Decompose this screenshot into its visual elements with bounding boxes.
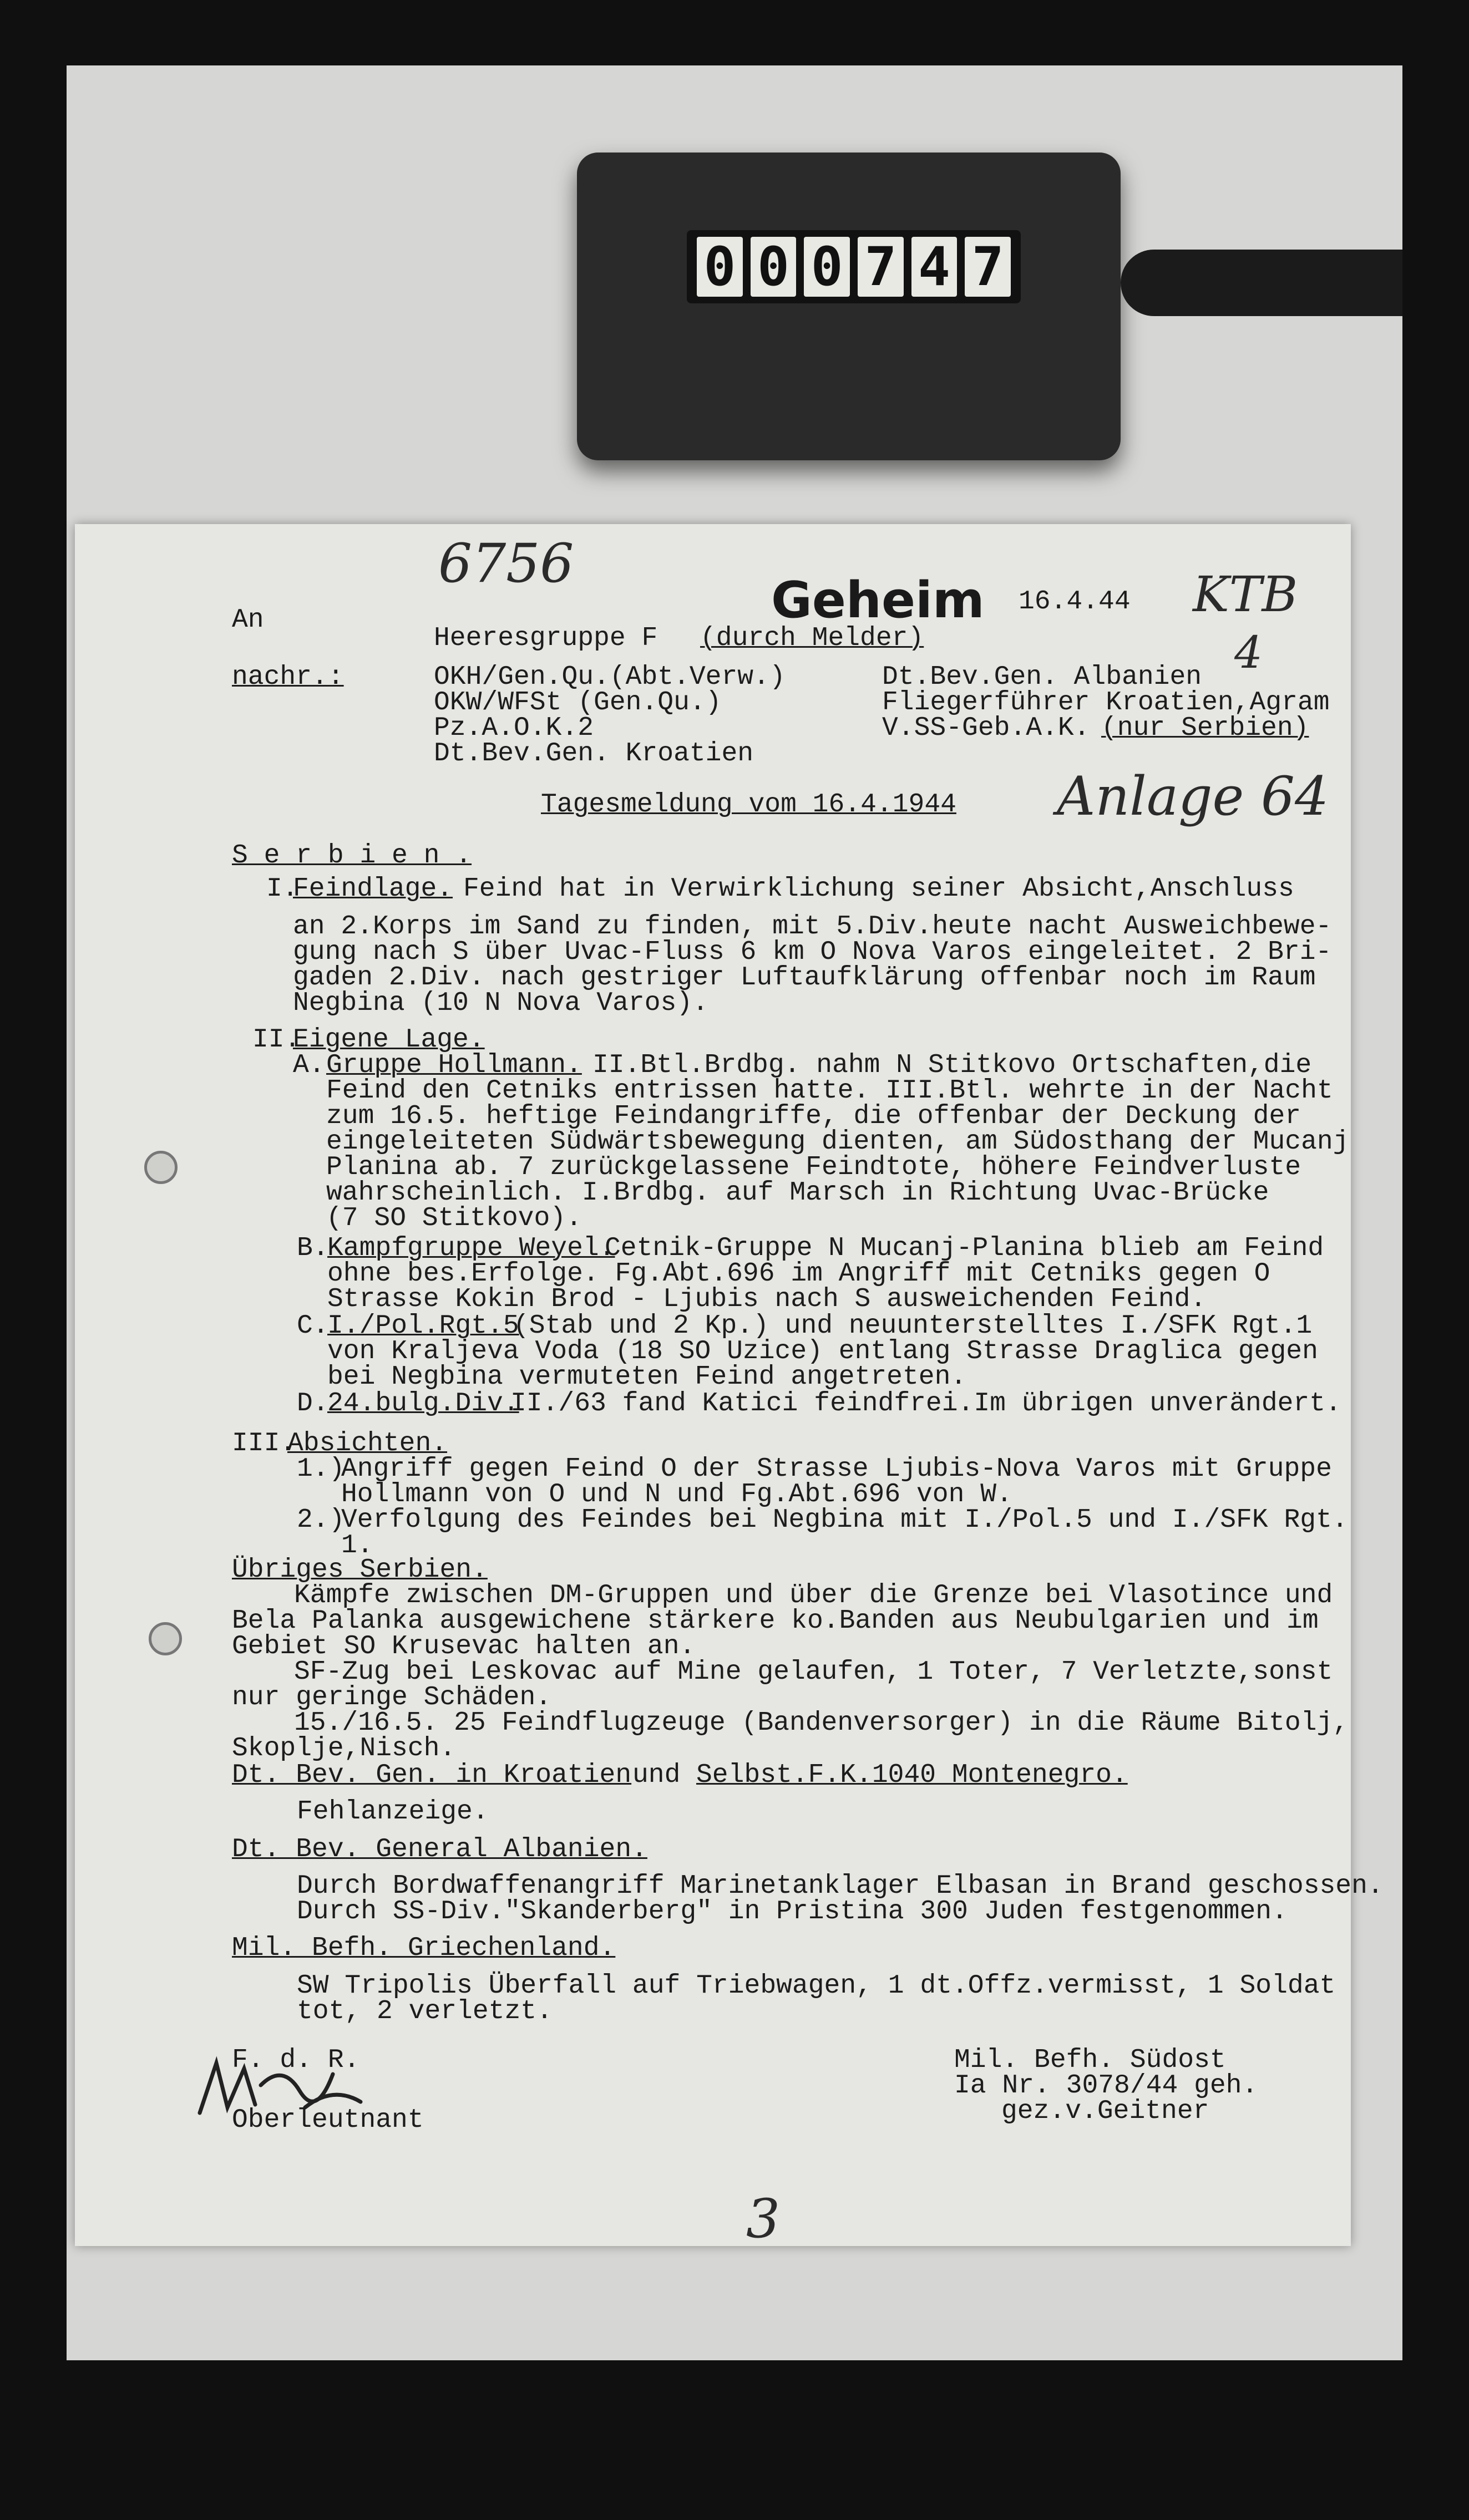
addressee-note: (durch Melder) [700,623,924,653]
text-line: tot, 2 verletzt. [297,1996,553,2026]
section-serbien: S e r b i e n . [232,841,472,871]
text-line: Negbina (10 N Nova Varos). [293,988,708,1018]
counter-digit: 0 [751,237,797,297]
item-heading: Gruppe Hollmann. [326,1050,582,1080]
text-line: Planina ab. 7 zurückgelassene Feindtote, höhere Feindverluste [326,1152,1301,1182]
text-line: eingeleiteten Südwärtsbewegung dienten, am Südosthang der Mucanj [326,1127,1349,1157]
section-heading: Übriges Serbien. [232,1555,488,1585]
text-line: gaden 2.Div. nach gestriger Luftaufklärung offenbar noch im Raum [293,963,1316,993]
section-number: III. [232,1429,296,1459]
handwritten-mark-2: 4 [1234,627,1263,678]
item-label: 2.) [297,1505,345,1535]
text-line: Verfolgung des Feindes bei Negbina mit I./Pol.5 und I./SFK Rgt. [341,1505,1348,1535]
footer-right-line: Ia Nr. 3078/44 geh. [954,2071,1258,2101]
signer-rank: Oberleutnant [232,2105,424,2135]
footer-right-line: Mil. Befh. Südost [954,2045,1226,2075]
item-label: A. [293,1050,325,1080]
text-line: Bela Palanka ausgewichene stärkere ko.Banden aus Neubulgarien und im [232,1606,1319,1636]
frame-counter-display [687,230,1021,303]
section-heading: Dt. Bev. General Albanien. [232,1835,647,1864]
an-label: An [232,605,264,635]
text-line: Gebiet SO Krusevac halten an. [232,1632,696,1662]
counter-digit: 7 [965,237,1011,297]
text-line: ohne bes.Erfolge. Fg.Abt.696 im Angriff mit Cetniks gegen O [327,1259,1270,1289]
text-line: an 2.Korps im Sand zu finden, mit 5.Div.heute nacht Ausweichbewe- [293,912,1332,942]
recipient-right: V.SS-Geb.A.K. [882,713,1090,743]
punch-hole-icon [144,1151,178,1184]
item-label: C. [297,1311,329,1341]
item-heading: I./Pol.Rgt.5 [327,1311,519,1341]
counter-digit: 0 [697,237,743,297]
recipient-left: Dt.Bev.Gen. Kroatien [434,739,754,769]
text-line: Strasse Kokin Brod - Ljubis nach S ausweichenden Feind. [327,1284,1207,1314]
counter-cable [1121,250,1402,316]
text-line: 15./16.5. 25 Feindflugzeuge (Bandenversorger) in die Räume Bitolj, [294,1708,1349,1738]
text-line: Feind hat in Verwirklichung seiner Absicht,Anschluss [463,874,1294,904]
text-line: zum 16.5. heftige Feindangriffe, die offenbar der Deckung der [326,1101,1301,1131]
section-heading: Feindlage. [293,874,453,904]
nachr-label: nachr.: [232,662,344,692]
counter-digit: 0 [804,237,850,297]
recipient-right: Dt.Bev.Gen. Albanien [882,662,1202,692]
text-line: (Stab und 2 Kp.) und neuunterstelltes I./SFK Rgt.1 [513,1311,1313,1341]
item-heading: 24.bulg.Div. [327,1389,519,1419]
text-line: bei Negbina vermuteten Feind angetreten. [327,1362,967,1392]
text-line: II./63 fand Katici feindfrei.Im übrigen unverändert. [510,1389,1341,1419]
item-label: 1.) [297,1454,345,1484]
recipient-right-note: (nur Serbien) [1101,713,1309,743]
text-line: gung nach S über Uvac-Fluss 6 km O Nova Varos eingeleitet. 2 Bri- [293,937,1332,967]
text-line: wahrscheinlich. I.Brdbg. auf Marsch in Richtung Uvac-Brücke [326,1178,1269,1208]
counter-digit: 7 [858,237,904,297]
text-line: und [632,1760,681,1790]
text-line: (7 SO Stitkovo). [326,1203,582,1233]
item-label: B. [297,1233,329,1263]
text-line: SW Tripolis Überfall auf Triebwagen, 1 dt.Offz.vermisst, 1 Soldat [297,1971,1336,2001]
recipient-right: Fliegerführer Kroatien,Agram [882,688,1330,718]
text-line: Kämpfe zwischen DM-Gruppen und über die Grenze bei Vlasotince und [294,1581,1333,1610]
text-line: Skoplje,Nisch. [232,1734,456,1764]
recipient-left: OKW/WFSt (Gen.Qu.) [434,688,722,718]
text-line: nur geringe Schäden. [232,1683,552,1713]
addressee: Heeresgruppe F [434,623,658,653]
handwritten-page-number: 3 [746,2188,781,2250]
counter-digit: 4 [911,237,958,297]
item-heading: Kampfgruppe Weyel. [327,1233,615,1263]
document-title: Geheim [771,571,985,629]
text-line: SF-Zug bei Leskovac auf Mine gelaufen, 1 Toter, 7 Verletzte,sonst [294,1657,1333,1687]
handwritten-anlage: Anlage 64 [1057,765,1329,827]
handwritten-number: 6756 [438,532,574,595]
punch-hole-icon [149,1622,182,1655]
text-line: II.Btl.Brdbg. nahm N Stitkovo Ortschaften,die [592,1050,1312,1080]
recipient-left: Pz.A.O.K.2 [434,713,594,743]
section-number: II. [252,1025,301,1055]
section-heading: Absichten. [287,1429,448,1459]
fdr-label: F. d. R. [232,2045,360,2075]
text-line: Hollmann von O und N und Fg.Abt.696 von W. [341,1480,1012,1510]
frame-counter-device [577,153,1121,460]
text-line: Angriff gegen Feind O der Strasse Ljubis-Nova Varos mit Gruppe [341,1454,1332,1484]
text-line: Cetnik-Gruppe N Mucanj-Planina blieb am Feind [605,1233,1324,1263]
text-line: 1. [341,1531,373,1561]
text-line: Fehlanzeige. [297,1797,489,1827]
section-heading: Dt. Bev. Gen. in Kroatien [232,1760,632,1790]
section-heading: Selbst.F.K.1040 Montenegro. [696,1760,1128,1790]
section-number: I. [266,874,298,904]
footer-right-line: gez.v.Geitner [1001,2096,1209,2126]
document-date: 16.4.44 [1019,587,1131,617]
text-line: von Kraljeva Voda (18 SO Uzice) entlang Strasse Draglica gegen [327,1337,1318,1366]
section-heading: Eigene Lage. [293,1025,485,1055]
recipient-left: OKH/Gen.Qu.(Abt.Verw.) [434,662,786,692]
text-line: Feind den Cetniks entrissen hatte. III.Btl. wehrte in der Nacht [326,1076,1333,1106]
text-line: Durch Bordwaffenangriff Marinetanklager Elbasan in Brand geschossen. [297,1871,1384,1901]
item-label: D. [297,1389,329,1419]
text-line: Durch SS-Div."Skanderberg" in Pristina 300 Juden festgenommen. [297,1897,1288,1927]
handwritten-mark: KTB [1193,566,1298,623]
report-title: Tagesmeldung vom 16.4.1944 [541,790,956,820]
section-heading: Mil. Befh. Griechenland. [232,1933,616,1963]
